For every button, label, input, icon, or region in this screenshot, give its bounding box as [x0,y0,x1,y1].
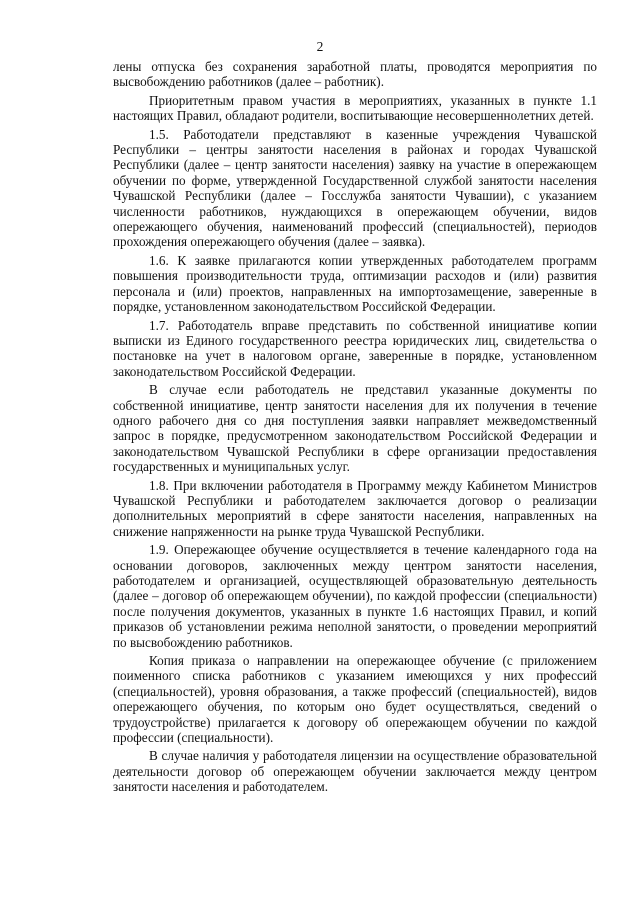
paragraph-priority-right: Приоритетным правом участия в мероприятиях, указанных в пункте 1.1 настоящих Правил, обладают родители, воспитывающие несовершеннолетних детей. [113,92,597,124]
paragraph-continuation: лены отпуска без сохранения заработной платы, проводятся мероприятия по высвобождению работников (далее – работник). [113,59,597,90]
page-number: 2 [316,39,324,54]
paragraph-1-9: 1.9. Опережающее обучение осуществляется в течение календарного года на основании договоров, заключенных между центром занятости населения, работодателем и организацией, осуществляющей образовательную деятельность (далее – договор об опережающем обучении), по каждой профессии (специальности) после получения документов, указанных в пункте 1.6 настоящих Правил, и копий приказов об установлении режима неполной занятости, о проведении мероприятий по высвобождению работников. [113,542,597,650]
paragraph-1-8: 1.8. При включении работодателя в Программу между Кабинетом Министров Чувашской Республики и работодателем заключается договор о реализации дополнительных мероприятий в сфере занятости населения, направленных на снижение напряженности на рынке труда Чувашской Республики. [113,477,597,539]
paragraph-license: В случае наличия у работодателя лицензии на осуществление образовательной деятельности договор об опережающем обучении заключается между центром занятости населения и работодателем. [113,748,597,795]
paragraph-interagency-request: В случае если работодатель не представил указанные документы по собственной инициативе, центр занятости населения для их получения в течение одного рабочего дня со дня поступления заявки направляет межведомственный запрос в порядке, предусмотренном законодательством Российской Федерации и законодательством Чувашской Республики в сфере организации предоставления государственных и муниципальных услуг. [113,382,597,475]
paragraph-1-5: 1.5. Работодатели представляют в казенные учреждения Чувашской Республики – центры занятости населения в районах и городах Чувашской Республики (далее – центр занятости населения) заявку на участие в опережающем обучении по форме, утвержденной Государственной службой занятости населения Чувашской Республики (далее – Госслужба занятости Чувашии), с указанием численности работников, нуждающихся в опережающем обучении, видов опережающего обучения, наименований профессий (специальностей), периодов прохождения опережающего обучения (далее – заявка). [113,126,597,250]
paragraph-order-copy: Копия приказа о направлении на опережающее обучение (с приложением поименного списка работников с указанием имеющихся у них профессий (специальностей), уровня образования, а также профессий (специальностей), видов опережающего обучения, по которым оно будет осуществляться, сведений о трудоустройстве) прилагается к договору об опережающем обучении по каждой профессии (специальности). [113,653,597,746]
paragraph-1-7: 1.7. Работодатель вправе представить по собственной инициативе копии выписки из Единого государственного реестра юридических лиц, свидетельства о постановке на учет в налоговом органе, заверенные в порядке, установленном законодательством Российской Федерации. [113,317,597,379]
paragraph-1-6: 1.6. К заявке прилагаются копии утвержденных работодателем программ повышения производительности труда, оптимизации расходов и (или) развития персонала и (или) проектов, направленных на импортозамещение, заверенные в порядке, установленном законодательством Российской Федерации. [113,252,597,315]
document-body [113,59,597,795]
